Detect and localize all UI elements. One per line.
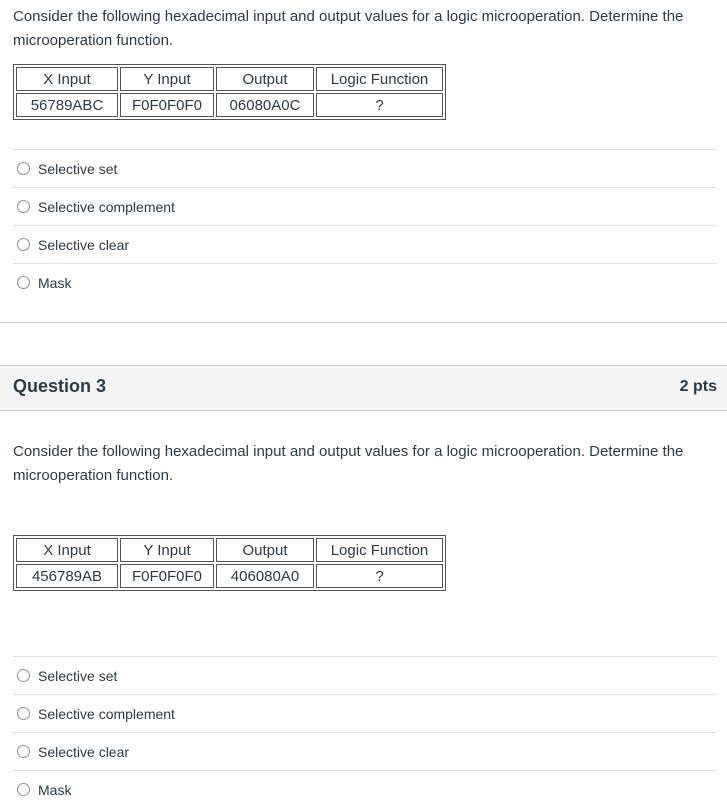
question-3-answers xyxy=(13,656,717,808)
answer-option-selective-set[interactable] xyxy=(13,656,717,694)
radio-button[interactable] xyxy=(17,200,30,213)
answer-option-mask[interactable] xyxy=(13,770,717,808)
answer-label: Selective clear xyxy=(38,236,130,253)
answer-label: Selective set xyxy=(38,160,118,177)
table-cell: 06080A0C xyxy=(216,93,314,117)
question-2-answers xyxy=(13,149,717,301)
table-cell: ? xyxy=(316,564,443,588)
answer-label: Selective set xyxy=(38,667,118,684)
answer-option-selective-clear[interactable] xyxy=(13,732,717,770)
table-cell: F0F0F0F0 xyxy=(120,564,214,588)
question-2-table xyxy=(13,64,446,120)
table-header-row xyxy=(16,538,443,562)
table-header-cell: Logic Function xyxy=(316,67,443,91)
table-header-cell: Y Input xyxy=(120,67,214,91)
radio-button[interactable] xyxy=(17,745,30,758)
radio-button[interactable] xyxy=(17,783,30,796)
question-divider xyxy=(0,322,727,323)
question-points: 2 pts xyxy=(679,378,717,395)
answer-label: Selective clear xyxy=(38,743,130,760)
question-3-header xyxy=(0,365,727,411)
radio-button[interactable] xyxy=(17,238,30,251)
question-3-table xyxy=(13,535,446,591)
answer-option-mask[interactable] xyxy=(13,263,717,301)
table-cell: ? xyxy=(316,93,443,117)
radio-button[interactable] xyxy=(17,707,30,720)
table-header-cell: Y Input xyxy=(120,538,214,562)
table-row xyxy=(16,564,443,588)
question-title: Question 3 xyxy=(13,376,107,396)
table-header-cell: Output xyxy=(216,538,314,562)
answer-option-selective-set[interactable] xyxy=(13,149,717,187)
table-header-row xyxy=(16,67,443,91)
table-header-cell: X Input xyxy=(16,538,118,562)
table-header-cell: X Input xyxy=(16,67,118,91)
table-header-cell: Logic Function xyxy=(316,538,443,562)
question-2-prompt: Consider the following hexadecimal input and output values for a logic microoperation. Determine the microoperation function. xyxy=(13,8,684,49)
radio-button[interactable] xyxy=(17,669,30,682)
radio-button[interactable] xyxy=(17,276,30,289)
radio-button[interactable] xyxy=(17,162,30,175)
table-header-cell: Output xyxy=(216,67,314,91)
table-cell: 406080A0 xyxy=(216,564,314,588)
answer-option-selective-complement[interactable] xyxy=(13,694,717,732)
answer-option-selective-complement[interactable] xyxy=(13,187,717,225)
answer-option-selective-clear[interactable] xyxy=(13,225,717,263)
table-row xyxy=(16,93,443,117)
question-3-prompt: Consider the following hexadecimal input and output values for a logic microoperation. Determine the microoperation function. xyxy=(13,443,684,484)
table-cell: F0F0F0F0 xyxy=(120,93,214,117)
answer-label: Mask xyxy=(38,781,72,798)
answer-label: Selective complement xyxy=(38,705,175,722)
table-cell: 456789AB xyxy=(16,564,118,588)
answer-label: Mask xyxy=(38,274,72,291)
table-cell: 56789ABC xyxy=(16,93,118,117)
answer-label: Selective complement xyxy=(38,198,175,215)
